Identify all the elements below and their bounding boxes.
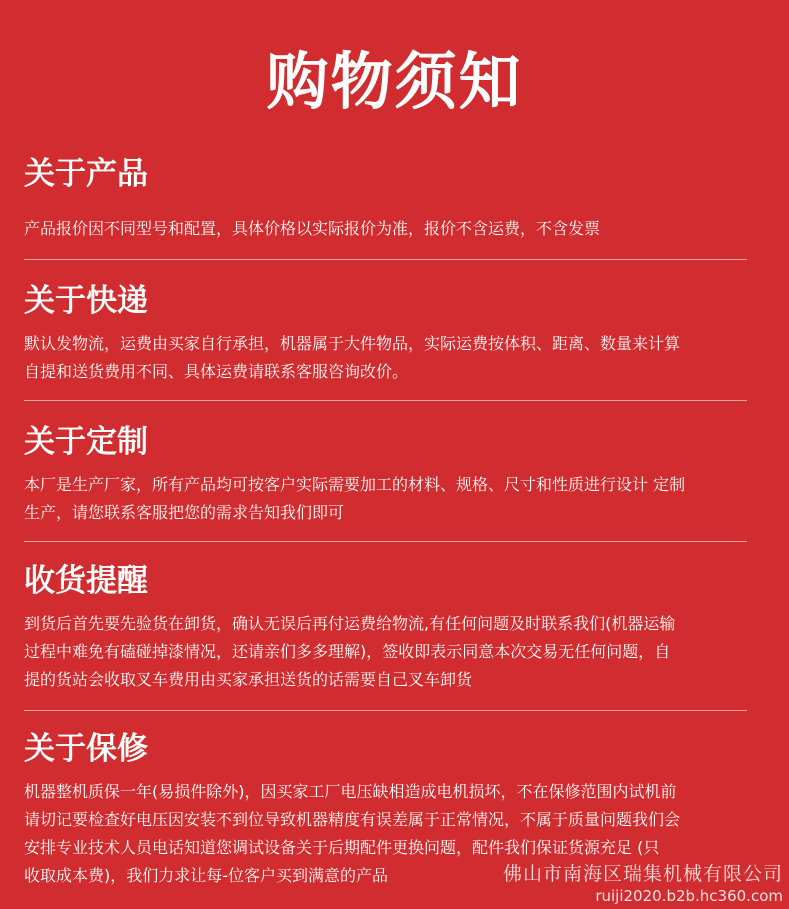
section-heading: 关于快递 bbox=[24, 283, 148, 319]
section-body: 产品报价因不同型号和配置，具体价格以实际报价为准，报价不含运费，不含发票 bbox=[24, 219, 601, 238]
section-about-delivery bbox=[24, 282, 747, 386]
page-title: 购物须知 bbox=[266, 45, 523, 118]
section-about-customization bbox=[24, 423, 747, 527]
section-about-product bbox=[24, 155, 747, 243]
watermark-company: 佛山市南海区瑞集机械有限公司 bbox=[502, 863, 783, 885]
section-body: 默认发物流，运费由买家自行承担，机器属于大件物品，实际运费按体积、距离、数量来计算 自提和送货费用不同、具体运费请联系客服咨询改价。 bbox=[24, 334, 681, 381]
divider bbox=[24, 710, 747, 711]
section-heading: 关于保修 bbox=[24, 731, 148, 767]
section-body: 机器整机质保一年(易损件除外)，因买家工厂电压缺相造成电机损坏，不在保修范围内试机前 请切记要检查好电压因安装不到位导致机器精度有误差属于正常情况，不属于质量问题我们会 安排专业技术人员电话知道您调试设备关于后期配件更换问题，配件我们保证货源充足 (只 收取成本费)，我们力求让每-位客户买到满意的产品 bbox=[24, 782, 681, 885]
watermark-url: ruiji2020.b2b.hc360.com bbox=[595, 887, 783, 905]
section-body: 本厂是生产厂家，所有产品均可按客户实际需要加工的材料、规格、尺寸和性质进行设计 定制 生产，请您联系客服把您的需求告知我们即可 bbox=[24, 475, 686, 522]
section-heading: 关于定制 bbox=[24, 424, 148, 460]
divider bbox=[24, 259, 747, 260]
divider bbox=[24, 400, 747, 401]
section-receipt-reminder bbox=[24, 562, 747, 694]
section-heading: 关于产品 bbox=[24, 156, 148, 192]
section-body: 到货后首先要先验货在卸货，确认无误后再付运费给物流,有任何问题及时联系我们(机器运输 过程中难免有磕碰掉漆情况，还请亲们多多理解)，签收即表示同意本次交易无任何问题，自 提的货站会收取叉车费用由买家承担送货的话需要自己叉车卸货 bbox=[24, 614, 676, 689]
section-heading: 收货提醒 bbox=[24, 563, 148, 599]
divider bbox=[24, 541, 747, 542]
